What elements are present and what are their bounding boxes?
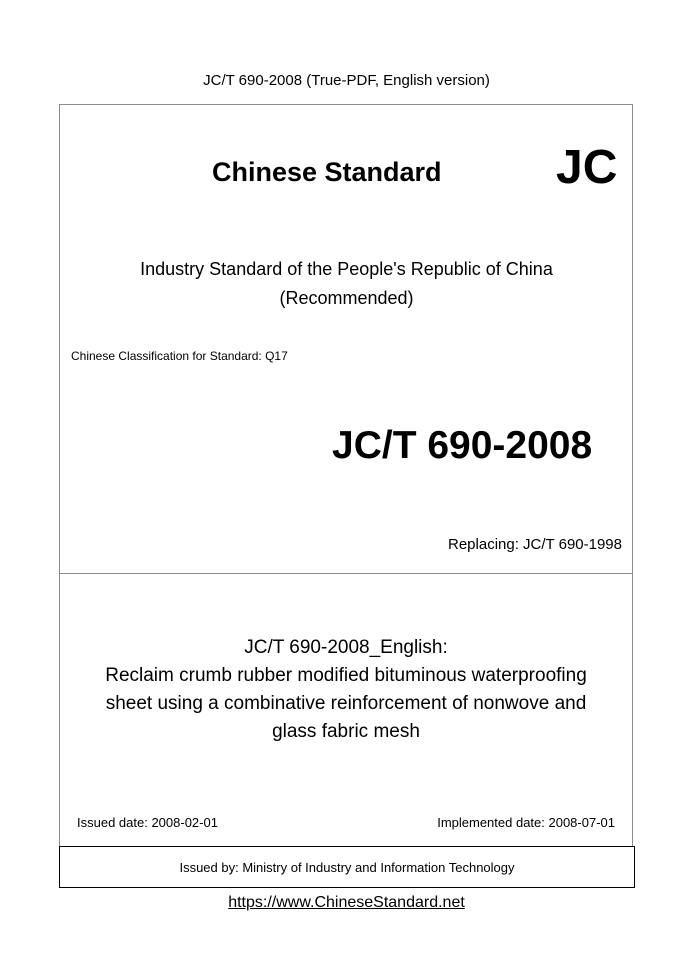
document-title-line: JC/T 690-2008_English: xyxy=(244,637,448,658)
standard-label: Chinese Standard xyxy=(212,157,442,187)
document-title-line: Reclaim crumb rubber modified bituminous waterproofing xyxy=(105,665,587,686)
website-link[interactable]: https://www.ChineseStandard.net xyxy=(228,894,465,911)
issuer-box xyxy=(59,846,635,888)
document-title-line: sheet using a combinative reinforcement of nonwove and xyxy=(105,693,587,714)
document-title xyxy=(72,634,620,746)
document-title-line: glass fabric mesh xyxy=(272,721,420,742)
implemented-date: Implemented date: 2008-07-01 xyxy=(437,815,615,830)
classification-text: Chinese Classification for Standard: Q17 xyxy=(71,349,288,363)
replacing-text: Replacing: JC/T 690-1998 xyxy=(448,536,622,553)
industry-standard-line: Industry Standard of the People's Republic of China xyxy=(140,259,553,279)
jc-logo: JC xyxy=(556,141,618,194)
issued-date: Issued date: 2008-02-01 xyxy=(77,815,218,830)
standard-number: JC/T 690-2008 xyxy=(332,424,593,467)
document-header-title: JC/T 690-2008 (True-PDF, English version) xyxy=(203,72,490,89)
issued-by-text: Issued by: Ministry of Industry and Information Technology xyxy=(179,859,515,875)
recommended-label: (Recommended) xyxy=(279,288,414,308)
